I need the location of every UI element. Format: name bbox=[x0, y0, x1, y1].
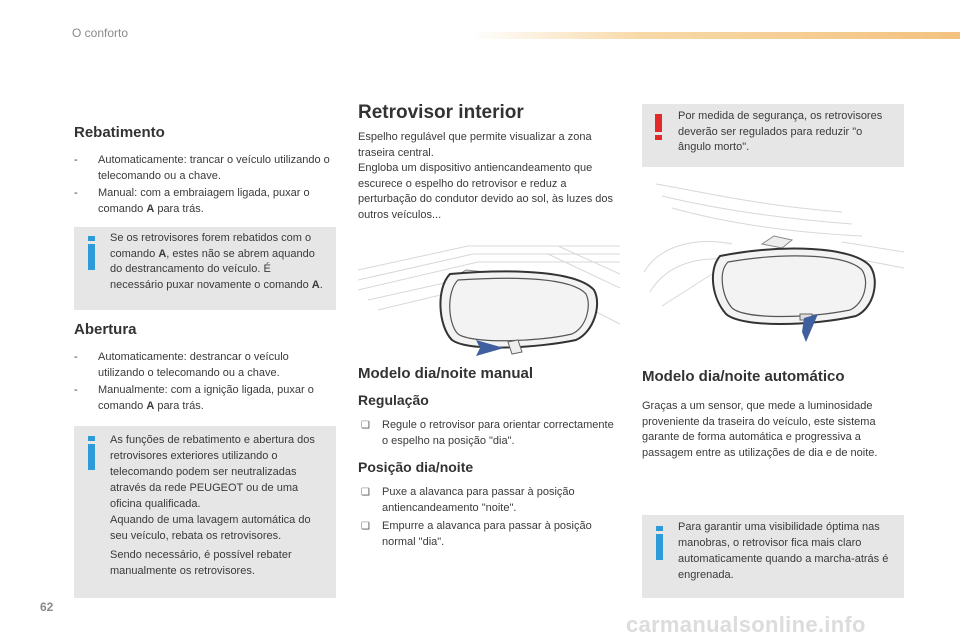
warning-text: Por medida de segurança, os retrovisores deverão ser regulados para reduzir "o ângulo morto". bbox=[678, 110, 883, 153]
automatic-model-title: Modelo dia/noite automático bbox=[642, 368, 845, 385]
control-letter: A bbox=[158, 247, 167, 260]
info-icon bbox=[88, 444, 95, 470]
note-paragraph: Sendo necessário, é possível rebater manualmente os retrovisores. bbox=[110, 549, 292, 577]
manual-model-title: Modelo dia/noite manual bbox=[358, 365, 534, 382]
list-item bbox=[74, 350, 336, 381]
warning-note bbox=[642, 104, 904, 167]
rebatimento-title: Rebatimento bbox=[74, 124, 165, 141]
posicao-list bbox=[358, 485, 622, 550]
list-item-text: Puxe a alavanca para passar à posição antiencandeamento "noite". bbox=[382, 486, 575, 514]
note-text bbox=[110, 231, 326, 293]
list-item bbox=[358, 519, 622, 550]
list-item-text: para trás. bbox=[154, 202, 204, 215]
header-accent-bar bbox=[470, 32, 960, 39]
control-letter: A bbox=[311, 278, 320, 291]
list-item-text: Empurre a alavanca para passar à posição normal "dia". bbox=[382, 520, 592, 548]
regulacao-list bbox=[358, 418, 622, 449]
list-item bbox=[74, 186, 336, 217]
list-item-text: Automaticamente: trancar o veículo utilizando o telecomando ou a chave. bbox=[98, 154, 330, 182]
note-text bbox=[110, 432, 326, 579]
info-note-abertura bbox=[74, 426, 336, 598]
info-icon bbox=[656, 534, 663, 560]
list-item bbox=[74, 153, 336, 184]
control-letter: A bbox=[146, 202, 155, 215]
list-item-text: para trás. bbox=[154, 399, 204, 412]
rebatimento-list bbox=[74, 153, 336, 217]
checkbox-bullet-icon: ❏ bbox=[361, 420, 370, 431]
control-letter: A bbox=[146, 399, 155, 412]
checkbox-bullet-icon: ❏ bbox=[361, 487, 370, 498]
intro-paragraph: Espelho regulável que permite visualizar a zona traseira central. bbox=[358, 131, 592, 159]
note-text-part: , estes não se abrem aquando do destrancamento do veículo. É necessário puxar novamente o comando bbox=[110, 247, 315, 291]
regulacao-title: Regulação bbox=[358, 392, 429, 408]
manual-mirror-illustration bbox=[358, 244, 620, 358]
info-note-reverse bbox=[642, 515, 904, 598]
middle-column bbox=[358, 102, 622, 223]
info-icon bbox=[88, 244, 95, 270]
warning-icon bbox=[654, 114, 663, 140]
posicao-title: Posição dia/noite bbox=[358, 459, 474, 475]
note-text-part: Se os retrovisores forem rebatidos com o comando bbox=[110, 232, 312, 260]
note-text: Para garantir uma visibilidade óptima nas manobras, o retrovisor fica mais claro automaticamente quando a marcha-atrás é engrenada. bbox=[678, 521, 889, 581]
abertura-section bbox=[74, 321, 336, 416]
manual-model-section bbox=[358, 365, 622, 553]
abertura-list bbox=[74, 350, 336, 414]
list-item-text: Manual: com a embraiagem ligada, puxar o comando bbox=[98, 187, 310, 215]
automatic-model-text: Graças a um sensor, que mede a luminosidade proveniente da traseira do veículo, este sistema garante de forma automática e progressiva a passagem entre as utilizações de dia e de noite. bbox=[642, 400, 878, 459]
section-header: O conforto bbox=[72, 26, 129, 40]
info-note-rebatimento bbox=[74, 227, 336, 310]
watermark: carmanualsonline.info bbox=[626, 612, 866, 637]
page-title: Retrovisor interior bbox=[358, 102, 524, 123]
note-paragraph: Aquando de uma lavagem automática do seu veículo, rebata os retrovisores. bbox=[110, 514, 311, 542]
mirror-drawing bbox=[358, 244, 620, 358]
mirror-drawing bbox=[642, 182, 904, 348]
note-text-part: . bbox=[319, 278, 323, 291]
intro-paragraph: Engloba um dispositivo antiencandeamento que escurece o espelho do retrovisor e reduz a perturbação do condutor devido ao sol, às luzes dos outros veículos... bbox=[358, 162, 613, 221]
page-number: 62 bbox=[40, 600, 54, 614]
list-item bbox=[358, 485, 622, 516]
list-item bbox=[74, 383, 336, 414]
automatic-mirror-illustration bbox=[642, 182, 904, 348]
checkbox-bullet-icon: ❏ bbox=[361, 521, 370, 532]
abertura-title: Abertura bbox=[74, 321, 137, 338]
automatic-model-section bbox=[642, 368, 904, 461]
left-column bbox=[74, 124, 336, 219]
list-item-text: Manualmente: com a ignição ligada, puxar o comando bbox=[98, 384, 314, 412]
list-item-text: Regule o retrovisor para orientar correctamente o espelho na posição "dia". bbox=[382, 419, 614, 447]
list-item-text: Automaticamente: destrancar o veículo utilizando o telecomando ou a chave. bbox=[98, 351, 289, 379]
list-item bbox=[358, 418, 622, 449]
note-paragraph: As funções de rebatimento e abertura dos retrovisores exteriores utilizando o telecomando podem ser neutralizadas através da rede PEUGEOT ou de uma oficina qualificada. bbox=[110, 434, 315, 510]
